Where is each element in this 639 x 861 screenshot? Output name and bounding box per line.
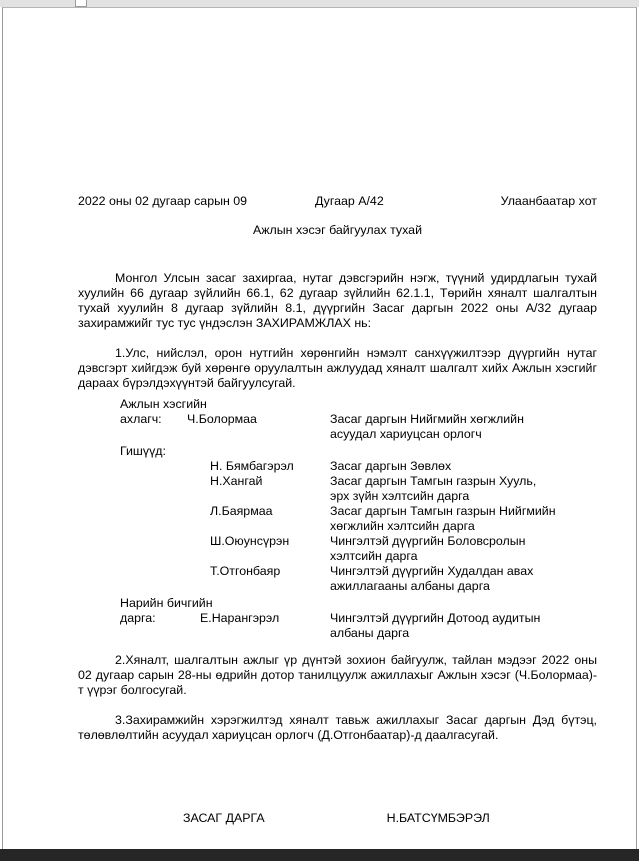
leader-role-line1: Ажлын хэсгийн — [120, 397, 207, 411]
member-name: Ш.Оюунсүрэн — [210, 534, 290, 548]
member-row — [120, 534, 597, 549]
work-group-list — [78, 397, 597, 641]
item1-paragraph: 1.Улс, нийслэл, орон нутгийн хөрөнгийн нэмэлт санхүүжилтээр дүүргийн нутаг дэвсгэрт хийгдэж буй хөрөнгө оруулалтын ажлуудад хяналт шалгалт хийх Ажлын хэсгийг дараах бүрэлдэхүүнтэй байгуулсугай. — [78, 346, 597, 390]
item2-paragraph: 2.Хяналт, шалгалтын ажлыг үр дүнтэй зохион байгуулж, тайлан мэдээг 2022 оны 02 дугаар сарын 28-ны өдрийн дотор танилцуулж ажиллахыг Ажлын хэсэг (Ч.Болормаа)-т үүрэг болгосугай. — [78, 653, 597, 697]
secretary-position-line: Чингэлтэй дүүргийн Дотоод аудитын — [330, 611, 541, 625]
viewer-bottom-strip — [0, 849, 639, 861]
member-position-line: хөгжлийн хэлтсийн дарга — [330, 519, 475, 533]
member-position-row — [120, 549, 597, 564]
member-row — [120, 564, 597, 579]
member-position-row — [120, 519, 597, 534]
leader-position-line: Засаг даргын Нийгмийн хөгжлийн — [330, 412, 524, 426]
secretary-name: Е.Нарангэрэл — [200, 611, 280, 625]
leader-role-line2: ахлагч: — [120, 412, 162, 426]
member-position-line: Засаг даргын Тамгын газрын Хууль, — [330, 474, 537, 488]
page-marker-square — [75, 0, 87, 7]
member-name: Н. Бямбагэрэл — [210, 459, 294, 473]
leader-row — [120, 412, 597, 427]
signature-title: ЗАСАГ ДАРГА — [183, 811, 265, 825]
member-position-line: эрх зүйн хэлтсийн дарга — [330, 489, 470, 503]
member-position-line: Чингэлтэй дүүргийн Худалдан авах — [330, 564, 534, 578]
viewer-top-strip — [0, 0, 639, 7]
document-title: Ажлын хэсэг байгуулах тухай — [252, 223, 422, 237]
leader-position-row — [120, 427, 597, 442]
signature-row — [78, 811, 597, 826]
secretary-role-line2: дарга: — [120, 611, 156, 625]
member-position-line: Чингэлтэй дүүргийн Боловсролын — [330, 534, 526, 548]
document-date: 2022 оны 02 дугаар сарын 09 — [78, 194, 248, 208]
member-position-line: хэлтсийн дарга — [330, 549, 418, 563]
member-row — [120, 459, 597, 474]
leader-name: Ч.Болормаа — [187, 412, 257, 426]
member-row — [120, 504, 597, 519]
item3-paragraph: 3.Захирамжийн хэрэгжилтэд хяналт тавьж ажиллахыг Засаг даргын Дэд бүтэц, төлөвлөлтийн асуудал хариуцсан орлогч (Д.Отгонбаатар)-д даалгасугай. — [78, 713, 597, 742]
member-position-line: ажиллагааны албаны дарга — [330, 579, 490, 593]
members-label-row — [120, 444, 597, 459]
member-position-row — [120, 489, 597, 504]
secretary-role-line1: Нарийн бичгийн — [120, 596, 213, 610]
signature-name: Н.БАТСҮМБЭРЭЛ — [386, 811, 490, 825]
member-row — [120, 474, 597, 489]
member-position-row — [120, 579, 597, 594]
document-header-row — [78, 194, 597, 209]
member-name: Т.Отгонбаяр — [210, 564, 281, 578]
leader-position-line: асуудал хариуцсан орлогч — [330, 427, 482, 441]
member-position-line: Засаг даргын Тамгын газрын Нийгмийн — [330, 504, 556, 518]
document-content — [78, 194, 597, 826]
member-position-line: Засаг даргын Зөвлөх — [330, 459, 452, 473]
decree-number: Дугаар А/42 — [315, 194, 384, 208]
members-label: Гишүүд: — [120, 444, 166, 458]
member-name: Н.Хангай — [210, 474, 263, 488]
secretary-position-line: албаны дарга — [330, 626, 410, 640]
secretary-row — [120, 611, 597, 626]
document-city: Улаанбаатар хот — [500, 194, 597, 208]
member-name: Л.Баярмаа — [210, 504, 273, 518]
secretary-position-row — [120, 626, 597, 641]
preamble-paragraph: Монгол Улсын засаг захиргаа, нутаг дэвсгэрийн нэгж, түүний удирдлагын тухай хуулийн 66 дугаар зүйлийн 66.1, 62 дугаар зүйлийн 62.1.1, Төрийн хяналт шалгалтын тухай хуулийн 8 дугаар зүйлийн 8.1, дүүргийн Засаг даргын 2022 оны А/32 дугаар захирамжийг тус тус үндэслэн ЗАХИРАМЖЛАХ нь: — [78, 271, 597, 330]
